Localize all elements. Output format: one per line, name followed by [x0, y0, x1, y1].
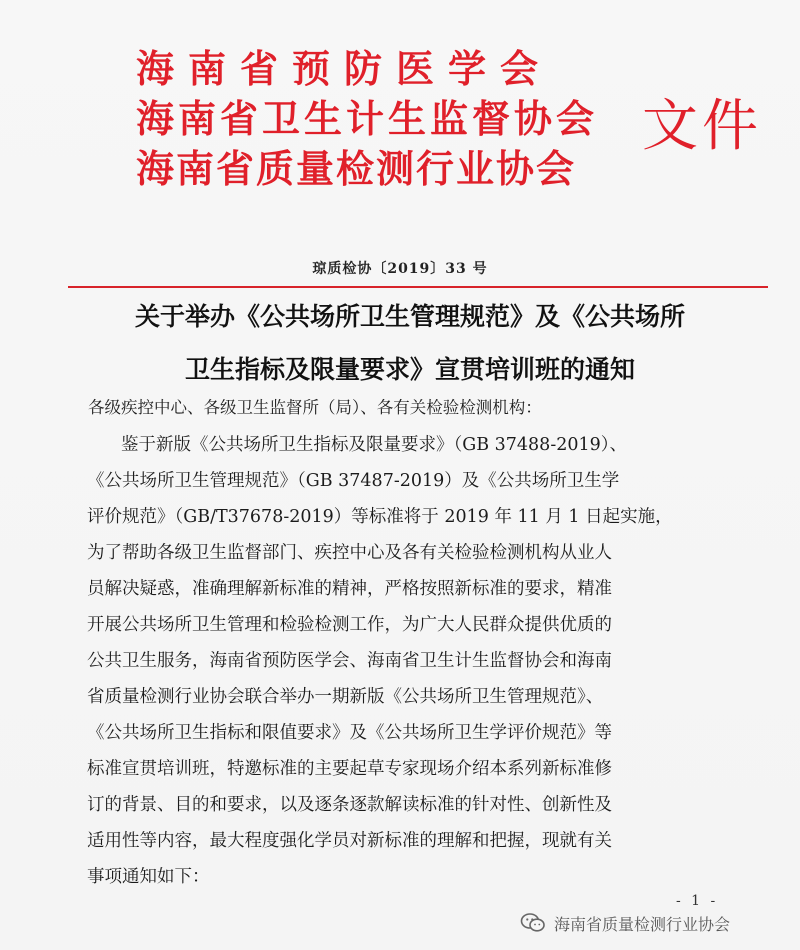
body-text-line: 开展公共场所卫生管理和检验检测工作，为广大人民群众提供优质的 — [87, 615, 612, 635]
body-text-line: 订的背景、目的和要求，以及逐条逐款解读标准的针对性、创新性及 — [87, 795, 612, 815]
body-text-line: 标准宣贯培训班，特邀标准的主要起草专家现场介绍本系列新标准修 — [87, 759, 612, 779]
wechat-channel-icon — [520, 912, 546, 934]
body-text-line: 适用性等内容，最大程度强化学员对新标准的理解和把握，现就有关 — [87, 831, 612, 851]
watermark-label: 海南省质量检测行业协会 — [554, 914, 731, 934]
document-type-label: 文件 — [642, 94, 762, 159]
body-text-line: 为了帮助各级卫生监督部门、疾控中心及各有关检验检测机构从业人 — [87, 543, 612, 563]
document-title-line: 卫生指标及限量要求》宣贯培训班的通知 — [184, 355, 635, 384]
body-text-line: 评价规范》（GB/T37678-2019）等标准将于 2019 年 11 月 1 日起实施， — [87, 507, 673, 527]
body-text-line: 省质量检测行业协会联合举办一期新版《公共场所卫生管理规范》、 — [87, 687, 604, 707]
red-divider — [68, 286, 768, 288]
body-text-line: 员解决疑惑，准确理解新标准的精神，严格按照新标准的要求，精准 — [87, 579, 612, 599]
document-number: 琼质检协〔2019〕33 号 — [312, 261, 488, 277]
body-text-line: 鉴于新版《公共场所卫生指标及限量要求》（GB 37488-2019）、 — [121, 435, 628, 455]
page-number: - 1 - — [676, 893, 719, 909]
body-text-line: 事项通知如下： — [87, 867, 210, 887]
document-title-line: 关于举办《公共场所卫生管理规范》及《公共场所 — [134, 302, 685, 331]
issuer-block — [136, 44, 636, 194]
body-text-line: 公共卫生服务，海南省预防医学会、海南省卫生计生监督协会和海南 — [87, 651, 612, 671]
body-text-line: 《公共场所卫生指标和限值要求》及《公共场所卫生学评价规范》等 — [87, 723, 612, 743]
salutation: 各级疾控中心、各级卫生监督所（局）、各有关检验检测机构： — [88, 398, 542, 417]
issuer-name: 海南省质量检测行业协会 — [136, 147, 577, 191]
issuer-name: 海南省预防医学会 — [136, 47, 553, 91]
watermark — [520, 910, 730, 936]
body-text-line: 《公共场所卫生管理规范》（GB 37487-2019）及《公共场所卫生学 — [87, 471, 620, 491]
issuer-name: 海南省卫生计生监督协会 — [136, 97, 599, 141]
